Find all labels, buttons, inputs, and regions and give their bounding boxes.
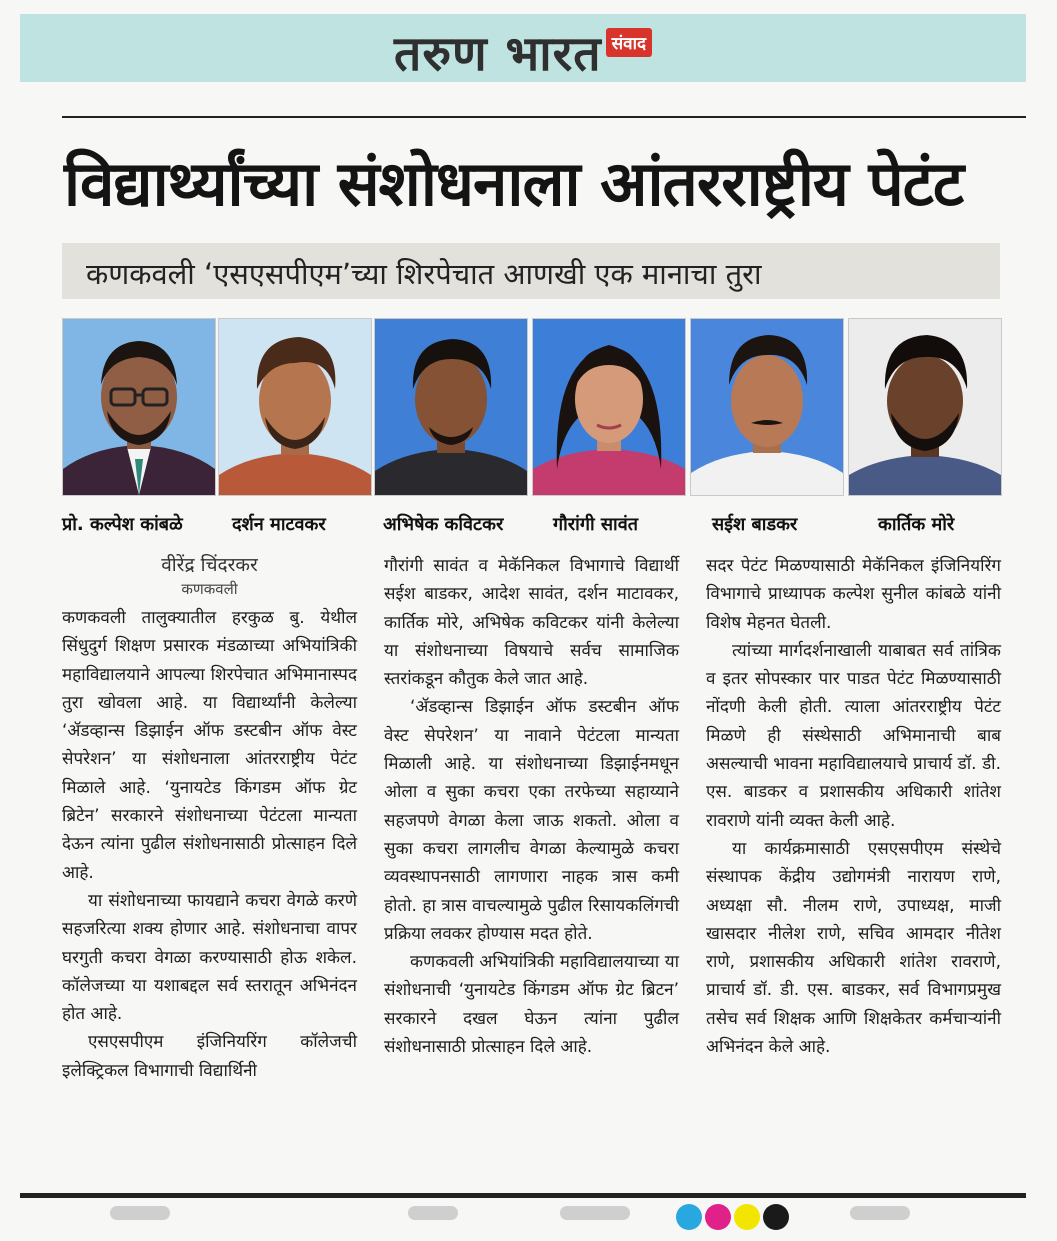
photo-darshan-matavkar bbox=[218, 318, 372, 496]
masthead-badge: संवाद bbox=[606, 28, 652, 57]
name-kartik-more: कार्तिक मोरे bbox=[878, 514, 955, 535]
print-smudge bbox=[560, 1206, 630, 1220]
registration-dot-magenta bbox=[705, 1204, 731, 1230]
print-smudge bbox=[110, 1206, 170, 1220]
masthead-logo-text: तरुण भारत bbox=[393, 26, 602, 82]
paragraph: या कार्यक्रमासाठी एसएसपीएम संस्थेचे संस्थापक केंद्रीय उद्योगमंत्री नारायण राणे, अध्यक्षा सौ. नीलम राणे, उपाध्यक्ष, माजी खासदार नीलेश राणे, सचिव आमदार नीतेश राणे, प्रशासकीय अधिकारी शांतेश रावराणे, प्राचार्य डॉ. डी. एस. बाडकर, सर्व विभागप्रमुख तसेच सर्व शिक्षक आणि शिक्षकेतर कर्मचाऱ्यांनी अभिनंदन केले आहे. bbox=[706, 838, 1001, 1058]
paragraph: सदर पेटंट मिळण्यासाठी मेकॅनिकल इंजिनियरिंग विभागाचे प्राध्यापक कल्पेश सुनील कांबळे यांनी विशेष मेहनत घेतली. bbox=[706, 556, 1001, 633]
photo-saish-badkar bbox=[690, 318, 844, 496]
paragraph: गौरांगी सावंत व मेकॅनिकल विभागाचे विद्यार्थी सईश बाडकर, आदेश सावंत, दर्शन माटावकर, कार्तिक मोरे, अभिषेक कविटकर यांनी केलेल्या या संशोधनाच्या विषयाचे सर्वच सामाजिक स्तरांकडून कौतुक केले जात आहे. bbox=[384, 556, 679, 690]
headline: विद्यार्थ्यांच्या संशोधनाला आंतरराष्ट्रीय पेटंट bbox=[64, 147, 964, 220]
subheadline: कणकवली ‘एसएसपीएम’च्या शिरपेचात आणखी एक मानाचा तुरा bbox=[86, 257, 762, 291]
paragraph: ‘ॲडव्हान्स डिझाईन ऑफ डस्टबीन ऑफ वेस्ट सेपरेशन’ या नावाने पेटंटला मान्यता मिळाली आहे. या संशोधनाच्या डिझाईनमधून ओला व सुका कचरा एका तरफेच्या सहाय्याने सहजपणे वेगळा केला जाऊ शकतो. ओला व सुका कचरा लागलीच वेगळा केल्यामुळे कचरा व्यवस्थापनसाठी लागणारा नाहक त्रास कमी होतो. हा त्रास वाचल्यामुळे पुढील रिसायकलिंगची प्रक्रिया लवकर होण्यास मदत होते. bbox=[384, 697, 679, 944]
masthead-title bbox=[20, 20, 1026, 85]
paragraph: कणकवली अभियांत्रिकी महाविद्यालयाच्या या संशोधनाची ‘युनायटेड किंगडम ऑफ ग्रेट ब्रिटन’ सरकारने दखल घेऊन त्यांना पुढील संशोधनासाठी प्रोत्साहन दिले आहे. bbox=[384, 952, 679, 1058]
dateline: कणकवली bbox=[181, 580, 238, 598]
paragraph: कणकवली तालुक्यातील हरकुळ बु. येथील सिंधुदुर्ग शिक्षण प्रसारक मंडळाच्या अभियांत्रिकी महाविद्यालयाने आपल्या शिरपेचात अभिमानास्पद तुरा खोवला आहे. या विद्यार्थ्यांनी केलेल्या ‘ॲडव्हान्स डिझाईन ऑफ डस्टबीन ऑफ वेस्ट सेपरेशन’ या संशोधनाला आंतरराष्ट्रीय पेटंट मिळाले आहे. ‘युनायटेड किंगडम ऑफ ग्रेट ब्रिटेन’ सरकारने संशोधनाच्या पेटंटला मान्यता देऊन त्यांना पुढील संशोधनासाठी प्रोत्साहन दिले आहे. bbox=[62, 608, 357, 883]
photo-kalpesh-kamble bbox=[62, 318, 216, 496]
print-smudge bbox=[408, 1206, 458, 1220]
photo-abhishek-kavitkar bbox=[374, 318, 528, 496]
bottom-rule bbox=[20, 1193, 1026, 1198]
top-rule bbox=[62, 116, 1026, 118]
byline: वीरेंद्र चिंदरकर bbox=[161, 554, 258, 576]
article-column-1 bbox=[62, 552, 357, 1085]
registration-dot-yellow bbox=[734, 1204, 760, 1230]
article-column-2 bbox=[384, 552, 679, 1061]
subheadline-box bbox=[62, 243, 1000, 299]
photo-gaurangi-sawant bbox=[532, 318, 686, 496]
paragraph: या संशोधनाच्या फायद्याने कचरा वेगळे करणे सहजरित्या शक्य होणार आहे. संशोधनाचा वापर घरगुती कचरा वेगळा करण्यासाठी होऊ शकेल. कॉलेजच्या या यशाबद्दल सर्व स्तरातून अभिनंदन होत आहे. bbox=[62, 890, 357, 1025]
name-darshan-matavkar: दर्शन माटवकर bbox=[232, 514, 326, 535]
name-gaurangi-sawant: गौरांगी सावंत bbox=[553, 514, 638, 535]
paragraph: त्यांच्या मार्गदर्शनाखाली याबाबत सर्व तांत्रिक व इतर सोपस्कार पार पाडत पेटंट मिळण्यासाठी नोंदणी केली होती. त्याला आंतरराष्ट्रीय पेटंट मिळणे ही संस्थेसाठी अभिमानाची बाब असल्याची भावना महाविद्यालयाचे प्राचार्य डॉ. डी. एस. बाडकर व प्रशासकीय अधिकारी शांतेश रावराणे यांनी व्यक्त केली आहे. bbox=[706, 640, 1001, 831]
registration-dot-cyan bbox=[676, 1204, 702, 1230]
name-kalpesh-kamble: प्रो. कल्पेश कांबळे bbox=[62, 514, 183, 535]
name-abhishek-kavitkar: अभिषेक कविटकर bbox=[383, 514, 504, 535]
photo-kartik-more bbox=[848, 318, 1002, 496]
article-column-3 bbox=[706, 552, 1001, 1061]
print-smudge bbox=[850, 1206, 910, 1220]
registration-dot-black bbox=[763, 1204, 789, 1230]
paragraph: एसएसपीएम इंजिनियरिंग कॉलेजची इलेक्ट्रिकल विभागाची विद्यार्थिनी bbox=[62, 1032, 357, 1081]
masthead bbox=[20, 14, 1026, 82]
name-saish-badkar: सईश बाडकर bbox=[712, 514, 798, 535]
